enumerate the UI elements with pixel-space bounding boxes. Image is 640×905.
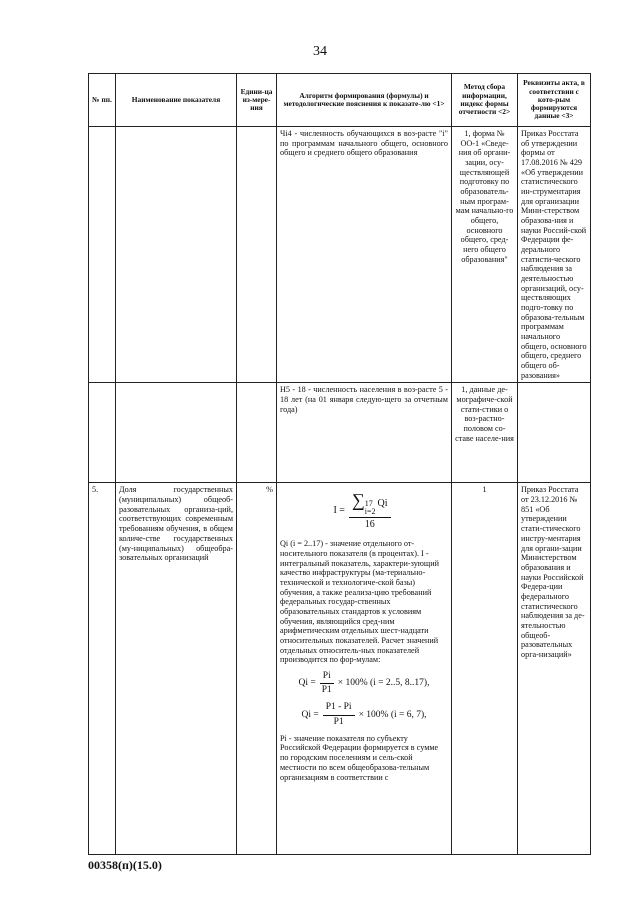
- header-algorithm: Алгоритм формирования (формулы) и методологические пояснения к показате-лю <1>: [277, 74, 452, 127]
- requisites-cell: Приказ Росстата от 23.12.2016 № 851 «Об утверждении стати-стического инстру-ментария для органи-зации Министерством образования и науки Российской Федера-ции федерального статистического наблюдения за де-ятельностью общеоб-разовательных орга-низаций»: [518, 483, 591, 855]
- algorithm-text: Qi (i = 2..17) - значение отдельного от-носительного показателя (в процентах). I - интегральный показатель, характери-зующий качество инфраструктуры (ма-териально-технической и технологиче-ской базы) обучения, а также реализа-цию требований федеральных государ-ственных образовательных стандартов к условиям обучения, являющийся сред-ним арифметическим отдельных шест-надцати относительных показателей. Расчет значений отдельных относитель-ных показателей производится по фор-мулам:: [280, 539, 439, 665]
- indicators-table: [88, 73, 591, 855]
- formula-denominator: 16: [364, 519, 375, 531]
- header-requisites: Реквизиты акта, в соответствии с кото-рым формируются данные <3>: [518, 74, 591, 127]
- sum-variable: Qi: [377, 498, 388, 510]
- page-number: 34: [313, 44, 327, 59]
- sigma-symbol: ∑: [351, 490, 365, 511]
- sum-upper-limit: 17: [364, 499, 373, 509]
- table-row: [89, 127, 591, 383]
- unit-cell: %: [237, 483, 277, 855]
- requisites-cell: Приказ Росстата об утверждении формы от 17.08.2016 № 429 «Об утверждении статистического ин-струментария для организации Мини-стерством образова-ния и науки Россий-ской Федерации фе-дерального статисти-ческого наблюдения за деятельностью организаций, осу-ществляющих подго-товку по образова-тельным программам начального общего, основного общего, среднего общего об-разования»: [518, 127, 591, 383]
- header-name: Наименование показателя: [116, 74, 237, 127]
- algorithm-cell: Н5 - 18 - численность населения в воз-расте 5 - 18 лет (на 01 января следую-щего за отчетным года): [277, 383, 452, 483]
- ratio-formula: Qi = $\frac{Pi}{P1}$ × 100% (i = 2..5, 8..17),: [298, 671, 430, 696]
- document-code: 00358(п)(15.0): [88, 858, 162, 872]
- method-cell: 1, форма № ОО-1 «Сведе-ния об органи-зации, осу-ществляющей подготовку по образователь-ным програм-мам начально-го общего, основного общего, сред-него общего образования": [452, 127, 518, 383]
- table-row: [89, 383, 591, 483]
- header-num: № пп.: [89, 74, 116, 127]
- method-cell: 1, данные де-мографиче-ской стати-стики о воз-растно-половом со-ставе населе-ния: [452, 383, 518, 483]
- algorithm-text: Pi - значение показателя по субъекту Российской Федерации формируется в сумме по городским поселениям и сель-ской местности по всем общеобразова-тельным организациям в соответствии с: [280, 733, 439, 782]
- sum-lower-limit: i=2: [364, 507, 376, 517]
- method-cell: 1: [452, 483, 518, 855]
- algorithm-cell: Чi4 - численность обучающихся в воз-расте "i" по программам начального общего, основного общего и среднего общего образования: [277, 127, 452, 383]
- difference-formula: Qi = $\frac{P1 - Pi}{P1}$ × 100% (i = 6, 7),: [301, 702, 427, 727]
- indicator-name: Доля государственных (муниципальных) общеоб-разовательных организа-ций, соответствующих современным требованиям обучения, в общем количе-стве государственных (му-ниципальных) общеобра-зовательных организаций: [116, 483, 237, 855]
- table-row: [89, 483, 591, 855]
- row-number: 5.: [89, 483, 116, 855]
- algorithm-cell: [277, 483, 452, 855]
- formula-lhs: I =: [333, 505, 345, 517]
- header-method: Метод сбора информации, индекс формы отчетности <2>: [452, 74, 518, 127]
- integral-formula: [280, 491, 448, 531]
- header-row: [89, 74, 591, 127]
- header-unit: Едини-ца из-мере-ния: [237, 74, 277, 127]
